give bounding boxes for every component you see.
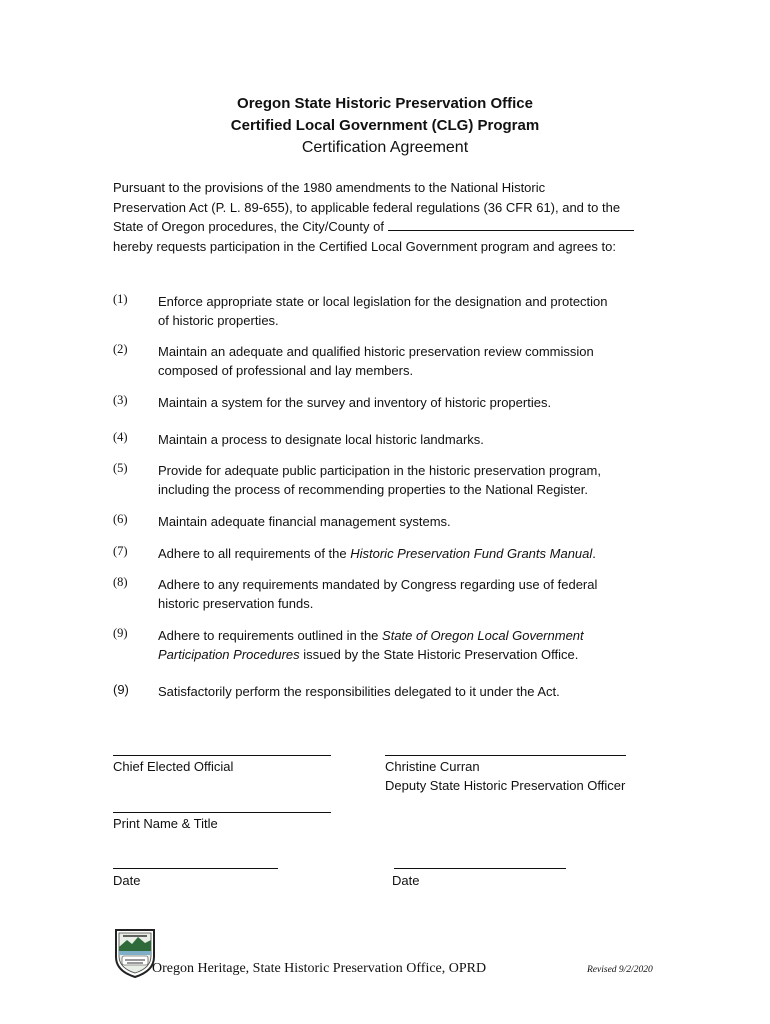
chief-elected-official-label: Chief Elected Official <box>113 759 234 774</box>
date-label-right: Date <box>392 873 420 888</box>
item-text-line <box>158 626 658 645</box>
item-text <box>158 342 658 380</box>
office-title: Oregon State Historic Preservation Office <box>237 95 533 112</box>
item-number: (7) <box>113 544 128 558</box>
date-line-left[interactable] <box>113 868 278 869</box>
item-text-line: historic preservation funds. <box>158 596 314 611</box>
item-text-line: composed of professional and lay members. <box>158 363 414 378</box>
item-text-line: Provide for adequate public participation in the historic preservation program, <box>158 463 601 478</box>
item-number: (9) <box>113 626 128 640</box>
item-text-line: including the process of recommending properties to the National Register. <box>158 482 588 497</box>
item-text: Maintain adequate financial management systems. <box>158 514 451 529</box>
grants-manual-title: Historic Preservation Fund Grants Manual <box>350 546 593 561</box>
item-number: (6) <box>113 512 128 526</box>
agreement-title: Certification Agreement <box>301 139 469 156</box>
shpo-signature-line[interactable] <box>385 755 626 756</box>
officer-name: Christine Curran <box>385 759 480 774</box>
footer-organization: Oregon Heritage, State Historic Preservation Office, OPRD <box>152 961 487 976</box>
procedures-title-part-1: State of Oregon Local Government <box>382 628 584 643</box>
item-number: (5) <box>113 461 128 475</box>
item-text: Satisfactorily perform the responsibilities delegated to it under the Act. <box>158 684 560 699</box>
item-text-line: Maintain an adequate and qualified historic preservation review commission <box>158 344 594 359</box>
item-text-line: of historic properties. <box>158 313 279 328</box>
item-text-line <box>158 645 658 664</box>
item-text-plain: . <box>592 546 596 561</box>
date-label-left: Date <box>113 873 141 888</box>
intro-line-3 <box>113 217 673 237</box>
procedures-title-part-2: Participation Procedures <box>158 647 300 662</box>
item-text <box>158 292 658 330</box>
item-number: (4) <box>113 430 128 444</box>
city-county-blank[interactable] <box>388 218 634 231</box>
item-text-line: Enforce appropriate state or local legislation for the designation and protection <box>158 294 608 309</box>
item-text-plain: Adhere to requirements outlined in the <box>158 628 383 643</box>
item-number: (1) <box>113 292 128 306</box>
item-text-plain: Adhere to all requirements of the <box>158 546 351 561</box>
item-number: (2) <box>113 342 128 356</box>
intro-line-2: Preservation Act (P. L. 89-655), to applicable federal regulations (36 CFR 61), and to the <box>113 200 621 215</box>
oregon-state-parks-logo-icon <box>113 927 157 979</box>
program-title: Certified Local Government (CLG) Program <box>230 117 540 134</box>
print-name-title-line[interactable] <box>113 812 331 813</box>
intro-line-3-text: State of Oregon procedures, the City/County of <box>113 219 384 234</box>
item-text <box>158 626 658 664</box>
item-text <box>158 575 658 613</box>
revision-date: Revised 9/2/2020 <box>587 965 653 975</box>
date-line-right[interactable] <box>394 868 566 869</box>
item-number: (8) <box>113 575 128 589</box>
chief-elected-official-signature-line[interactable] <box>113 755 331 756</box>
item-text: Maintain a process to designate local historic landmarks. <box>158 432 484 447</box>
item-text: Maintain a system for the survey and inventory of historic properties. <box>158 395 552 410</box>
item-text <box>158 461 658 499</box>
officer-title: Deputy State Historic Preservation Officer <box>385 778 626 793</box>
intro-line-1: Pursuant to the provisions of the 1980 amendments to the National Historic <box>113 180 546 195</box>
item-number: (9) <box>113 682 129 697</box>
item-text-line: Adhere to any requirements mandated by Congress regarding use of federal <box>158 577 598 592</box>
intro-line-4: hereby requests participation in the Certified Local Government program and agrees to: <box>113 239 616 254</box>
item-text <box>158 544 658 563</box>
print-name-title-label: Print Name & Title <box>113 816 218 831</box>
item-number: (3) <box>113 393 128 407</box>
item-text-plain: issued by the State Historic Preservation Office. <box>299 647 579 662</box>
